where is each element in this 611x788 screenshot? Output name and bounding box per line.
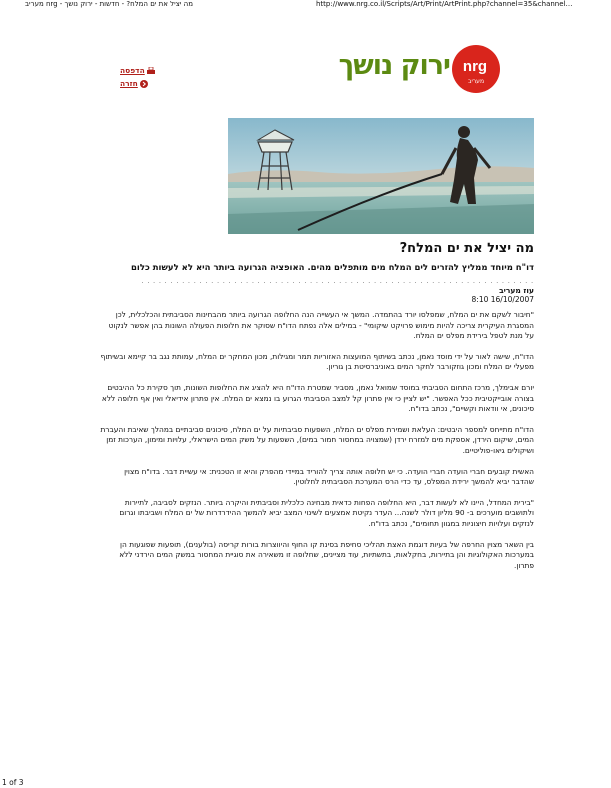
site-logo[interactable] — [300, 44, 500, 100]
print-page-number: 1 of 3 — [2, 778, 24, 787]
article-body — [100, 310, 534, 581]
svg-text:nrg: nrg — [462, 58, 488, 75]
print-label: הדפסה — [120, 66, 145, 75]
article-paragraph: "חיבור לשקם את ים המלח, שמפלסו יורד בהתמדה. המשך אי העשייה הנה החלופה הגרועה ביותר מהבחינות הסביבתית והכלכלית, לכן המסגרת העיקרית צריכה להיות מימוש פרויקט שיקומי" - במילים אלה נפתח הדו"ח שסוקר את חלופות הפעולה השונות בהן אפשר לנקוט על מנת לטפל בירידת מפלס ים המלח. — [108, 310, 534, 341]
article-paragraph: בין השאר מצוין החרפה של בעיות דוגמת האצת תהליכי סחיפת בסינת קו החוף והיווצרות בורות קריסה (בולענים), תופעות שפוגעות הן במערכות האקולוגיות והן בתיירות, בחקלאות, בתשתיות, עוד מציינים, שחלופה זו משאירה את סוגיית המחסור במשק המים הירדני ללא פתרון. — [119, 539, 534, 570]
article-author: עוז מעריב — [499, 286, 534, 295]
article-tools — [120, 64, 166, 90]
print-button[interactable] — [120, 64, 166, 77]
article-paragraph: הדו"ח, שישה לאור על ידי מוסד נאמן, נכתב בשיתוף המועצות האזוריות תמר ומגילות, מכון המחקר ים המלח, עמותת נגב בר קיימא ובשיתוף מפעלי ים המלח ומכון גוזקורבר לחקר המים באוניברסיטת בן גוריון. — [100, 351, 534, 372]
article-paragraph: "בירית המחדל, היינו לא לעשות דבר, היא החלופה הפחות כדאית מבחינה כלכלית וסביבתית והיקרה ביותר. הנזקים לסביבה, לתיירות ולתושבים מוערכים ב- 90 מליון דולר לשנה... העדר נקיטת אמצעים לשינוי המצב יביא להמשך ההידרדרות של ים המלח ושביבתו וגרום לנזקים ועלויות חיצוניות במגוון תחומים", נכתב בדו"ח. — [119, 497, 534, 528]
back-arrow-icon — [140, 80, 148, 88]
dotted-separator: . . . . . . . . . . . . . . . . . . . . . . . . . . . . . . . . . . . . . . . . . . . . . . . . . . . . . . . . . . . . . . . . . . . . — [141, 278, 534, 285]
print-header-title: מה יציל את ים המלח? - חדשות - ירוק נושך - nrg מעריב — [25, 0, 193, 8]
svg-text:מעריב: מעריב — [467, 78, 485, 85]
article-paragraph: יורם אבימלך, מרכז התחום הסביבתי במוסד שמואל נאמן, מסביר שמטרת הדו"ח היא להציג את החלופות השונות, תוך סקירת כל ההיבטים בצורה אובייקטיבית ככל האפשר. "יש לציין כי אין פתרון קל למצב הסביבתי הגרוע בו נמצא ים המלח. אין פתרון אידיאלי ואין אף חלופה ללא סיכונים, אי וודאות וקשיים", נכתב בדו"ח. — [101, 382, 534, 414]
article-date: 16/10/2007 8:10 — [471, 295, 534, 304]
nrg-logo-icon — [451, 44, 501, 94]
article-paragraph: הדו"ח מתייחס למספר היבטים: העלאת ושמירת מפלס ים המלח, השפעות סביבתיות על ים המלח, סיכונים סביבתיים במהלך שאיבת והעברת המים, שיקום הירדן, אספקת מים למזרח ירדן (שמצויה במחסור חמור במים), השפעות על משק המים הישראלי, עלויות ומימון, הערכות זמן ושיקולים גיאו-פוליטיים. — [100, 424, 534, 455]
back-button[interactable] — [120, 77, 166, 90]
print-header-url[interactable]: http://www.nrg.co.il/Scripts/Art/Print/ArtPrint.php?channel=35&channel… — [316, 0, 573, 8]
printer-icon — [147, 67, 155, 75]
article-photo — [228, 118, 534, 234]
article-subheadline: דו"ח מיוחד ממליץ להזרים לים המלח מים מותפלים מהים. האופציה הגרועה ביותר היא לא לעשות כלום — [130, 263, 534, 273]
logo-text: ירוק נושך — [338, 50, 450, 81]
back-label: חזרה — [120, 79, 138, 88]
article-paragraph: האשית קובעים חברי הועדה חברי הועדה. כי יש חלופה אותה צריך להוריד במיידי מהפרק והיא זו הטכנית: אי עשיית דבר. בדו"ח מצוין שהדבר יביא להמשך ירידת המפלס, עד כדי הרס המערכת הסביבתית לחלוטין. — [124, 466, 534, 487]
article-headline: מה יציל את ים המלח? — [399, 241, 534, 256]
